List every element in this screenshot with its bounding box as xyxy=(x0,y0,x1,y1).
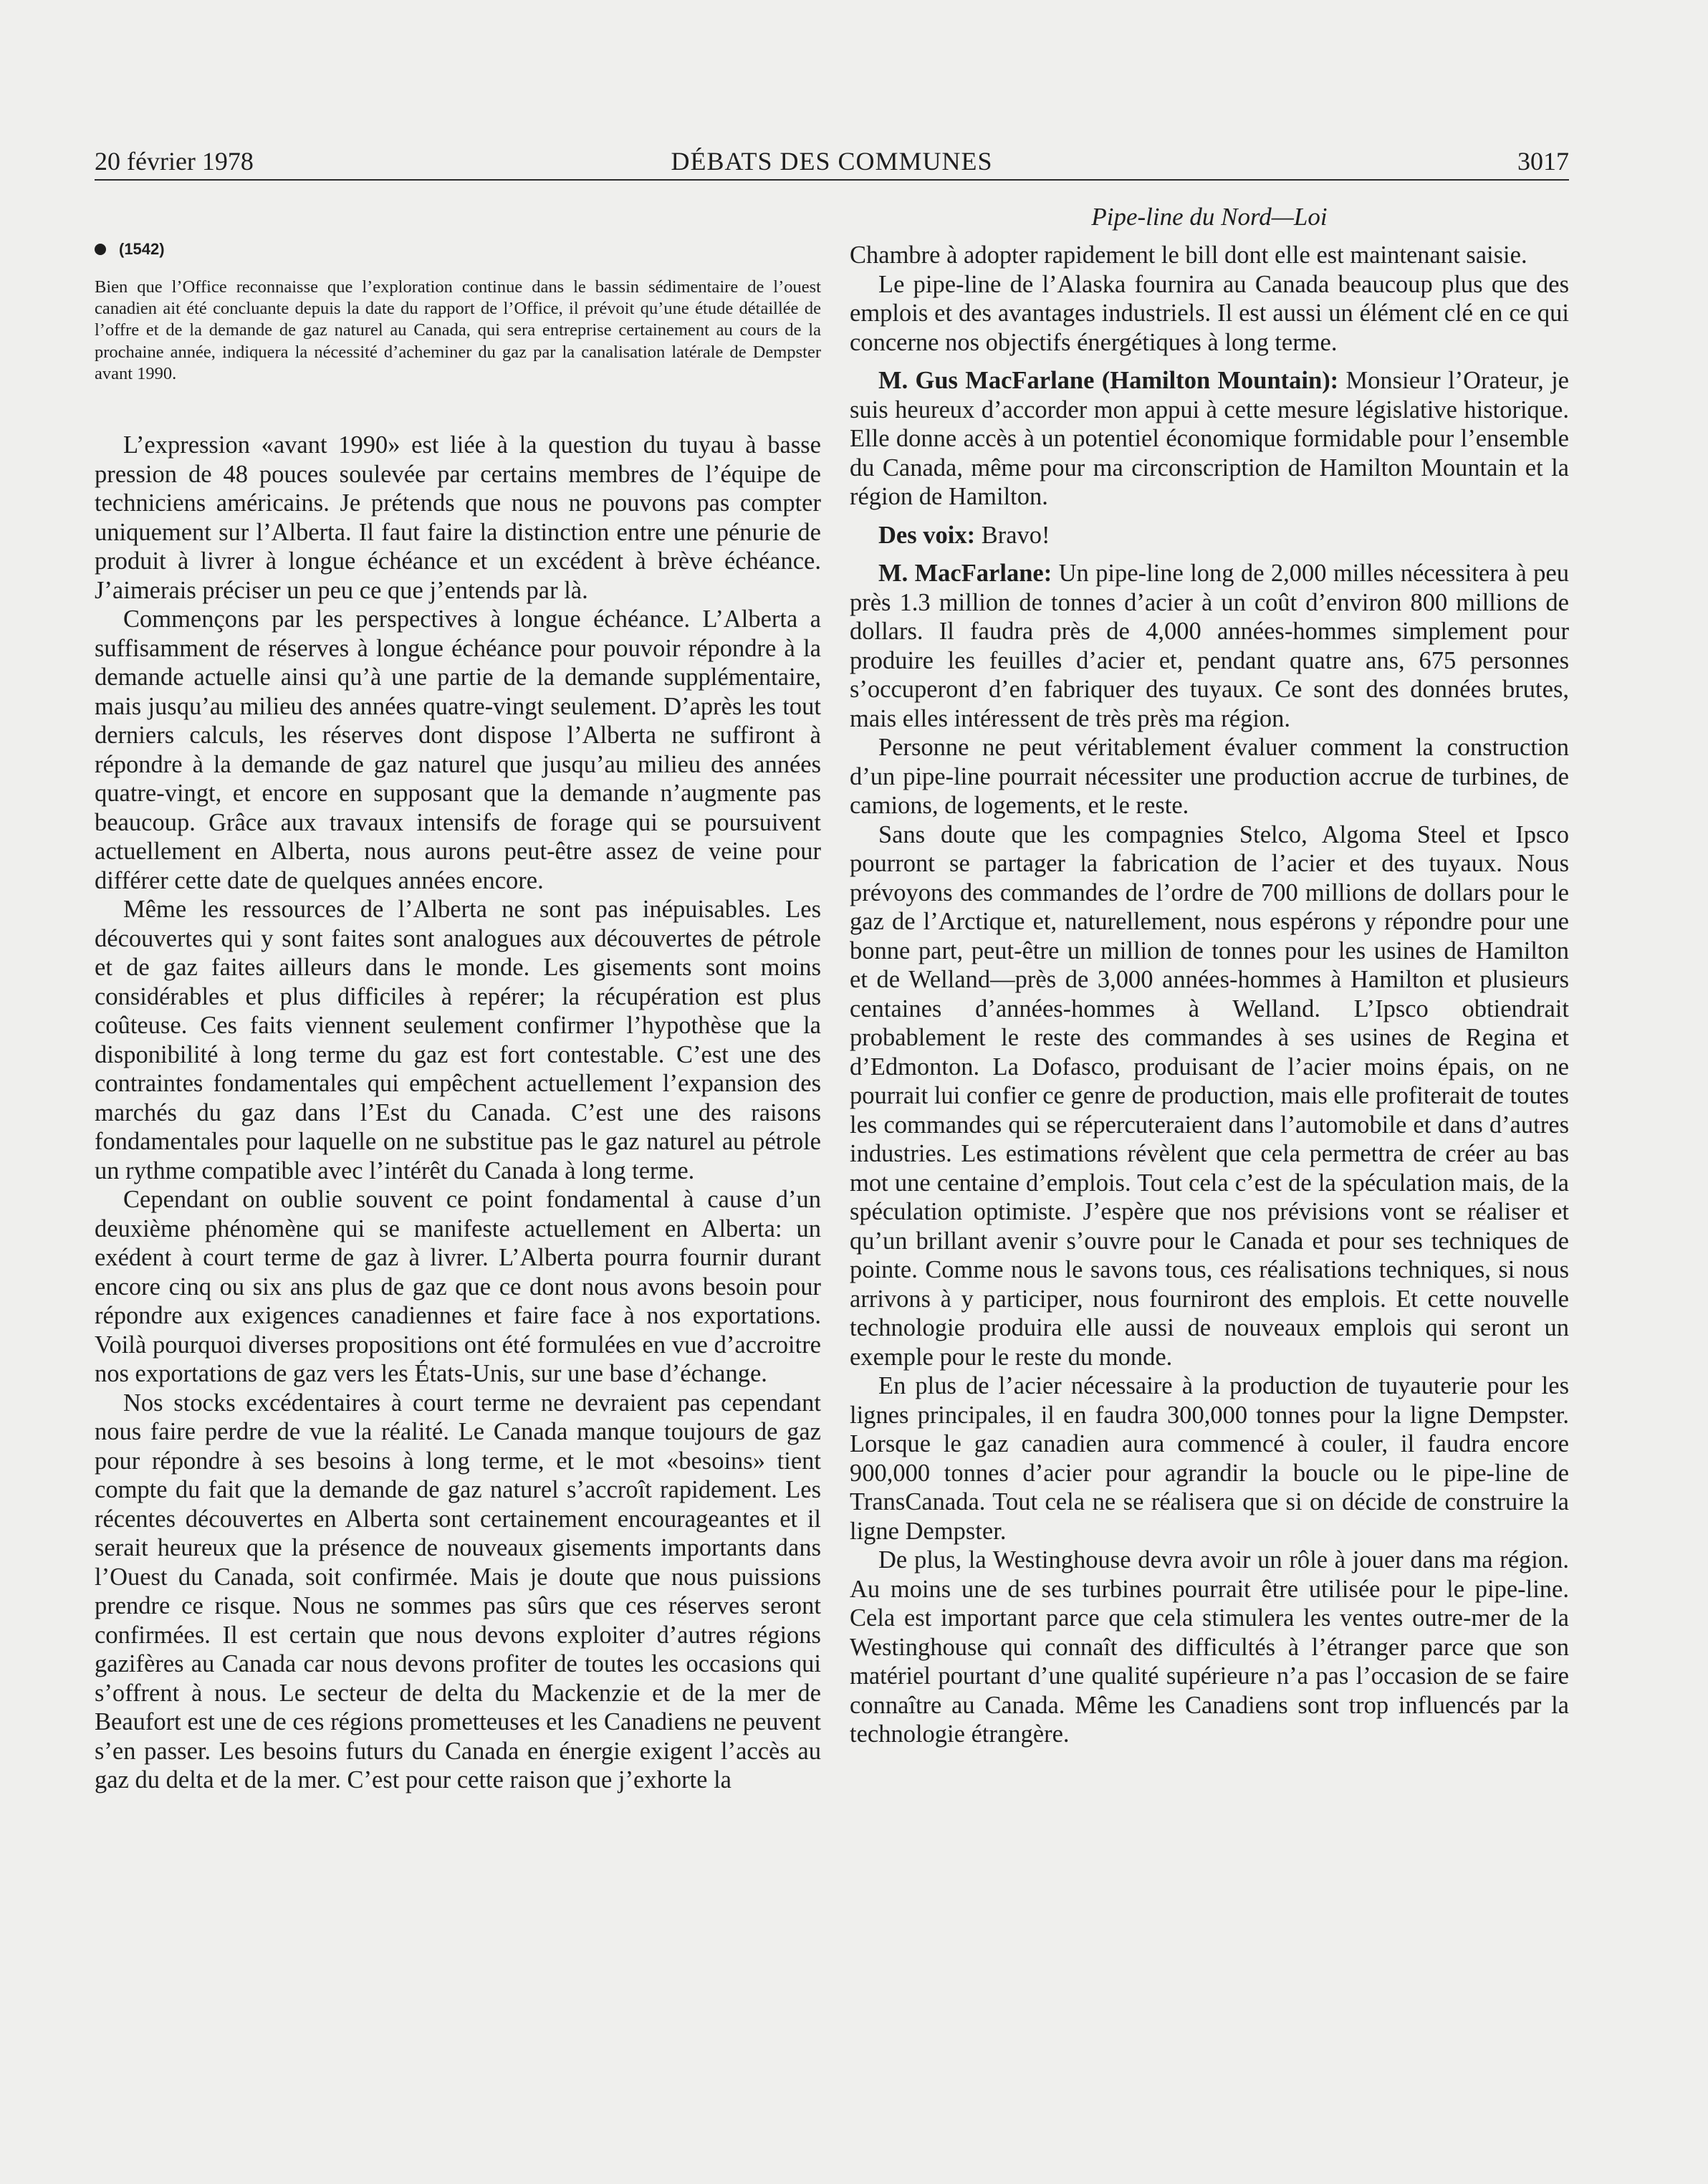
header-title: DÉBATS DES COMMUNES xyxy=(671,147,993,176)
paragraph: L’expression «avant 1990» est liée à la question du tuyau à basse pression de 48 pouces soulevée par certains membres de l’équipe de techniciens américains. Je prétends que nous ne pouvons pas compter uniquement sur l’Alberta. Il faut faire la distinction entre une pénurie de produit à livrer à longue échéance et un excédent à brève échéance. J’aimerais préciser un peu ce que j’entends par là. xyxy=(95,431,821,604)
paragraph: Commençons par les perspectives à longue échéance. L’Alberta a suffisamment de réserves à longue échéance pour pouvoir répondre à la demande actuelle ainsi qu’à une partie de la demande supplémentaire, mais jusqu’au milieu des années quatre-vingt seulement. D’après les tout derniers calculs, les réserves dont dispose l’Alberta ne suffiront à répondre à la demande de gaz naturel que jusqu’au milieu des années quatre-vingt, et encore en supposant que la demande n’augmente pas beaucoup. Grâce aux travaux intensifs de forage qui se poursuivent actuellement en Alberta, nous aurons peut-être assez de veine pour différer cette date de quelques années encore. xyxy=(95,605,821,894)
quote-text: Bien que l’Office reconnaisse que l’exploration continue dans le bassin sédimentaire de l’ouest canadien ait été concluante depuis la date du rapport de l’Office, il prévoit qu’une étude détaillée de l’offre et de la demande de gaz naturel au Canada, qui sera entreprise certainement au cours de la prochaine année, indiquera la nécessité d’acheminer du gaz par la canalisation latérale de Dempster avant 1990. xyxy=(95,277,821,383)
paragraph: En plus de l’acier nécessaire à la production de tuyauterie pour les lignes principales, il en faudra 300,000 tonnes pour la ligne Dempster. Lorsque le gaz canadien aura commencé à couler, il faudra encore 900,000 tonnes d’acier pour agrandir la boucle ou le pipe-line de TransCanada. Tout cela ne se réalisera que si on décide de construire la ligne Dempster. xyxy=(850,1372,1569,1545)
quoted-passage xyxy=(95,277,821,385)
interjection-text: Bravo! xyxy=(975,521,1050,549)
speech-paragraph xyxy=(850,366,1569,512)
interjection xyxy=(850,521,1569,550)
paragraph: Le pipe-line de l’Alaska fournira au Canada beaucoup plus que des emplois et des avantages industriels. Il est aussi un élément clé en ce qui concerne nos objectifs énergétiques à long terme. xyxy=(850,270,1569,356)
speech-paragraph xyxy=(850,559,1569,733)
paragraph: Même les ressources de l’Alberta ne sont pas inépuisables. Les découvertes qui y sont faites sont analogues aux découvertes de pétrole et de gaz faites ailleurs dans le monde. Les gisements sont moins considérables et plus difficiles à repérer; la récupération est plus coûteuse. Ces faits viennent seulement confirmer l’hypothèse que la disponibilité à long terme du gaz est fort contestable. C’est une des contraintes fondamentales qui empêchent actuellement l’expansion des marchés du gaz dans l’Est du Canada. C’est une des raisons fondamentales pour laquelle on ne substitue pas le gaz naturel au pétrole un rythme compatible avec l’intérêt du Canada à long terme. xyxy=(95,896,821,1184)
speaker-name: M. MacFarlane: xyxy=(878,560,1052,587)
header-rule xyxy=(95,179,1569,181)
paragraph: Cependant on oublie souvent ce point fondamental à cause d’un deuxième phénomène qui se manifeste actuellement en Alberta: un exédent à court terme de gaz à livrer. L’Alberta pourra fournir durant encore cinq ou six ans plus de gaz que ce dont nous avons besoin pour répondre aux exigences canadiennes et faire face à nos exportations. Voilà pourquoi diverses propositions ont été formulées en vue d’accroitre nos exportations de gaz vers les États-Unis, sur une base d’échange. xyxy=(95,1186,821,1387)
bullet-icon xyxy=(95,244,106,255)
speech-text: Monsieur l’Orateur, je suis heureux d’accorder mon appui à cette mesure législative historique. Elle donne accès à un potentiel économique formidable pour l’ensemble du Canada, même pour ma circonscription de Hamilton Mountain et la région de Hamilton. xyxy=(850,367,1569,510)
left-column xyxy=(95,431,821,1795)
time-marker-text: (1542) xyxy=(119,240,165,258)
speaker-name: Des voix: xyxy=(878,521,976,549)
paragraph: Personne ne peut véritablement évaluer comment la construction d’un pipe-line pourrait nécessiter une production accrue de turbines, de camions, de logements, et le reste. xyxy=(850,734,1569,819)
running-head: Pipe-line du Nord—Loi xyxy=(1091,203,1328,231)
time-marker xyxy=(95,239,165,260)
header-date: 20 février 1978 xyxy=(95,147,254,176)
speech-text: Un pipe-line long de 2,000 milles nécessitera à peu près 1.3 million de tonnes d’acier à un coût d’environ 800 millions de dollars. Il faudra près de 4,000 années-hommes simplement pour produire les feuilles d’acier et, pendant quatre ans, 675 personnes s’occuperont d’en fabriquer des tuyaux. Ce sont des données brutes, mais elles intéressent de très près ma région. xyxy=(850,560,1569,732)
paragraph: De plus, la Westinghouse devra avoir un rôle à jouer dans ma région. Au moins une de ses turbines pourrait être utilisée pour le pipe-line. Cela est important parce que cela stimulera les ventes outre-mer de la Westinghouse qui connaît des difficultés à l’étranger parce que son matériel pourtant d’une qualité supérieure n’a pas l’occasion de se faire connaître au Canada. Même les Canadiens sont trop influencés par la technologie étrangère. xyxy=(850,1546,1569,1748)
right-column xyxy=(850,241,1569,1749)
page-number: 3017 xyxy=(1517,147,1569,176)
paragraph-continuation: Chambre à adopter rapidement le bill dont elle est maintenant saisie. xyxy=(850,241,1527,269)
paragraph: Nos stocks excédentaires à court terme ne devraient pas cependant nous faire perdre de vue la réalité. Le Canada manque toujours de gaz pour répondre à ses besoins à long terme, et le mot «besoins» tient compte du fait que la demande de gaz naturel s’accroît rapidement. Les récentes découvertes en Alberta sont certainement encourageantes et il serait heureux que la présence de nouveaux gisements importants dans l’Ouest du Canada, soit confirmée. Mais je doute que nous puissions prendre ce risque. Nous ne sommes pas sûrs que ces réserves seront confirmées. Il est certain que nous devons exploiter d’autres régions gazifères au Canada car nous devons profiter de toutes les occasions qui s’offrent à nous. Le secteur de delta du Mackenzie et de la mer de Beaufort est une de ces régions prometteuses et les Canadiens ne peuvent s’en passer. Les besoins futurs du Canada en énergie exigent l’accès au gaz du delta et de la mer. C’est pour cette raison que j’exhorte la xyxy=(95,1389,821,1793)
speaker-name: M. Gus MacFarlane (Hamilton Mountain): xyxy=(878,367,1339,394)
paragraph: Sans doute que les compagnies Stelco, Algoma Steel et Ipsco pourront se partager la fabrication de l’acier et des tuyaux. Nous prévoyons des commandes de l’ordre de 700 millions de dollars pour le gaz de l’Arctique et, naturellement, nous espérons y répondre pour une bonne part, peut-être un million de tonnes pour les usines de Hamilton et de Welland—près de 3,000 années-hommes à Hamilton et plusieurs centaines d’années-hommes à Welland. L’Ipsco obtiendrait probablement le reste des commandes à ses usines de Regina et d’Edmonton. La Dofasco, produisant de l’acier moins épais, on ne pourrait lui confier ce genre de production, mais elle profiterait de toutes les commandes qui se répercuteraient dans l’automobile et dans d’autres industries. Les estimations révèlent que cela permettra de créer au bas mot une centaine d’emplois. Tout cela c’est de la spéculation mais, de la spéculation optimiste. J’espère que nos prévisions vont se réaliser et qu’un brillant avenir s’ouvre pour le Canada et pour ses techniques de pointe. Comme nous le savons tous, ces réalisations techniques, si nous arrivons à y participer, nous fourniront des emplois. Et cette nouvelle technologie produira elle aussi de nouveaux emplois qui seront un exemple pour le reste du monde. xyxy=(850,820,1569,1371)
page-header xyxy=(95,143,1569,179)
